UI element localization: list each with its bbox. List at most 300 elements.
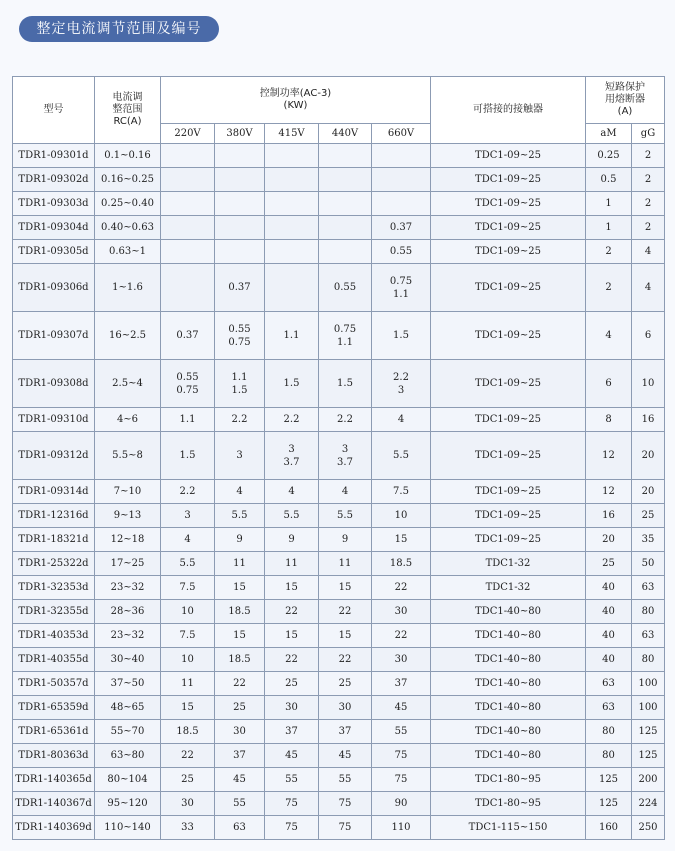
cell-p380 bbox=[215, 168, 265, 192]
header-am: aM bbox=[586, 124, 632, 144]
cell-p380 bbox=[215, 240, 265, 264]
cell-p660: 4 bbox=[372, 408, 431, 432]
cell-line: 0.75 bbox=[228, 336, 251, 348]
cell-range: 0.25~0.40 bbox=[95, 192, 161, 216]
cell-am: 1 bbox=[586, 192, 632, 216]
cell-gg: 200 bbox=[632, 768, 665, 792]
cell-gg: 4 bbox=[632, 264, 665, 312]
header-gg: gG bbox=[632, 124, 665, 144]
cell-p415: 37 bbox=[265, 720, 319, 744]
cell-contactor: TDC1-09~25 bbox=[431, 144, 586, 168]
cell-gg: 125 bbox=[632, 720, 665, 744]
cell-contactor: TDC1-09~25 bbox=[431, 408, 586, 432]
table-row bbox=[13, 144, 665, 168]
cell-contactor: TDC1-32 bbox=[431, 552, 586, 576]
cell-p380: 0.37 bbox=[215, 264, 265, 312]
cell-p415: 9 bbox=[265, 528, 319, 552]
cell-p440 bbox=[319, 168, 372, 192]
cell-p220 bbox=[161, 168, 215, 192]
cell-line: 3 bbox=[288, 443, 295, 455]
cell-gg: 50 bbox=[632, 552, 665, 576]
cell-range: 5.5~8 bbox=[95, 432, 161, 480]
cell-gg: 35 bbox=[632, 528, 665, 552]
cell-p440 bbox=[319, 144, 372, 168]
table-row bbox=[13, 528, 665, 552]
cell-gg: 16 bbox=[632, 408, 665, 432]
cell-am: 12 bbox=[586, 432, 632, 480]
cell-p220 bbox=[161, 360, 215, 408]
cell-model: TDR1-140367d bbox=[13, 792, 95, 816]
cell-p660: 0.55 bbox=[372, 240, 431, 264]
cell-p415: 5.5 bbox=[265, 504, 319, 528]
cell-range: 30~40 bbox=[95, 648, 161, 672]
cell-p220: 7.5 bbox=[161, 624, 215, 648]
cell-p440: 15 bbox=[319, 576, 372, 600]
cell-am: 6 bbox=[586, 360, 632, 408]
cell-range: 2.5~4 bbox=[95, 360, 161, 408]
cell-am: 1 bbox=[586, 216, 632, 240]
cell-gg: 63 bbox=[632, 576, 665, 600]
cell-range: 9~13 bbox=[95, 504, 161, 528]
cell-model: TDR1-09306d bbox=[13, 264, 95, 312]
table-row bbox=[13, 816, 665, 840]
cell-model: TDR1-09301d bbox=[13, 144, 95, 168]
cell-am: 20 bbox=[586, 528, 632, 552]
cell-range: 37~50 bbox=[95, 672, 161, 696]
cell-range: 1~1.6 bbox=[95, 264, 161, 312]
cell-p660 bbox=[372, 144, 431, 168]
cell-p660: 15 bbox=[372, 528, 431, 552]
cell-p440: 45 bbox=[319, 744, 372, 768]
cell-model: TDR1-25322d bbox=[13, 552, 95, 576]
cell-contactor: TDC1-09~25 bbox=[431, 528, 586, 552]
cell-p660 bbox=[372, 192, 431, 216]
cell-range: 95~120 bbox=[95, 792, 161, 816]
cell-contactor: TDC1-40~80 bbox=[431, 624, 586, 648]
cell-line: 2.2 bbox=[393, 371, 409, 383]
cell-am: 40 bbox=[586, 600, 632, 624]
cell-am: 125 bbox=[586, 768, 632, 792]
cell-range: 7~10 bbox=[95, 480, 161, 504]
cell-p380: 5.5 bbox=[215, 504, 265, 528]
cell-p415 bbox=[265, 144, 319, 168]
cell-contactor: TDC1-40~80 bbox=[431, 744, 586, 768]
cell-model: TDR1-09303d bbox=[13, 192, 95, 216]
cell-p415: 55 bbox=[265, 768, 319, 792]
cell-p660: 30 bbox=[372, 600, 431, 624]
cell-gg: 250 bbox=[632, 816, 665, 840]
cell-p440: 37 bbox=[319, 720, 372, 744]
header-power: 控制功率(AC-3) (KW) bbox=[161, 77, 431, 124]
cell-p415: 2.2 bbox=[265, 408, 319, 432]
cell-gg: 2 bbox=[632, 168, 665, 192]
cell-p440: 0.55 bbox=[319, 264, 372, 312]
table-row bbox=[13, 720, 665, 744]
cell-p220 bbox=[161, 264, 215, 312]
cell-p415: 45 bbox=[265, 744, 319, 768]
cell-am: 8 bbox=[586, 408, 632, 432]
cell-p415 bbox=[265, 192, 319, 216]
header-440v: 440V bbox=[319, 124, 372, 144]
cell-contactor: TDC1-80~95 bbox=[431, 792, 586, 816]
cell-range: 28~36 bbox=[95, 600, 161, 624]
cell-p415: 75 bbox=[265, 816, 319, 840]
cell-model: TDR1-09314d bbox=[13, 480, 95, 504]
cell-p660: 55 bbox=[372, 720, 431, 744]
cell-p660 bbox=[372, 168, 431, 192]
cell-contactor: TDC1-40~80 bbox=[431, 600, 586, 624]
cell-am: 40 bbox=[586, 576, 632, 600]
cell-model: TDR1-50357d bbox=[13, 672, 95, 696]
cell-p380: 4 bbox=[215, 480, 265, 504]
cell-contactor: TDC1-115~150 bbox=[431, 816, 586, 840]
cell-p380: 2.2 bbox=[215, 408, 265, 432]
cell-line: 3.7 bbox=[283, 456, 300, 468]
cell-p220: 1.5 bbox=[161, 432, 215, 480]
cell-line: 1.5 bbox=[231, 384, 248, 396]
cell-p415: 22 bbox=[265, 648, 319, 672]
cell-range: 12~18 bbox=[95, 528, 161, 552]
table-row bbox=[13, 648, 665, 672]
cell-p380: 18.5 bbox=[215, 600, 265, 624]
cell-p220: 11 bbox=[161, 672, 215, 696]
cell-contactor: TDC1-40~80 bbox=[431, 672, 586, 696]
cell-am: 80 bbox=[586, 720, 632, 744]
cell-am: 160 bbox=[586, 816, 632, 840]
table-row bbox=[13, 552, 665, 576]
cell-p380: 11 bbox=[215, 552, 265, 576]
header-415v: 415V bbox=[265, 124, 319, 144]
cell-p440: 55 bbox=[319, 768, 372, 792]
cell-gg: 224 bbox=[632, 792, 665, 816]
cell-gg: 6 bbox=[632, 312, 665, 360]
cell-contactor: TDC1-09~25 bbox=[431, 264, 586, 312]
table-row bbox=[13, 696, 665, 720]
cell-contactor: TDC1-09~25 bbox=[431, 432, 586, 480]
cell-p440 bbox=[319, 216, 372, 240]
cell-p220: 3 bbox=[161, 504, 215, 528]
table-row bbox=[13, 768, 665, 792]
cell-p660: 22 bbox=[372, 576, 431, 600]
cell-p440: 30 bbox=[319, 696, 372, 720]
cell-contactor: TDC1-09~25 bbox=[431, 240, 586, 264]
table-body bbox=[13, 144, 665, 840]
cell-contactor: TDC1-09~25 bbox=[431, 192, 586, 216]
cell-contactor: TDC1-09~25 bbox=[431, 312, 586, 360]
cell-p415 bbox=[265, 432, 319, 480]
cell-contactor: TDC1-40~80 bbox=[431, 696, 586, 720]
cell-p415: 30 bbox=[265, 696, 319, 720]
cell-p660 bbox=[372, 360, 431, 408]
cell-p380: 45 bbox=[215, 768, 265, 792]
cell-p440: 4 bbox=[319, 480, 372, 504]
table-row bbox=[13, 240, 665, 264]
cell-p220: 33 bbox=[161, 816, 215, 840]
cell-p660: 75 bbox=[372, 768, 431, 792]
cell-p220: 10 bbox=[161, 600, 215, 624]
cell-p415 bbox=[265, 240, 319, 264]
header-660v: 660V bbox=[372, 124, 431, 144]
cell-contactor: TDC1-09~25 bbox=[431, 360, 586, 408]
cell-p415: 4 bbox=[265, 480, 319, 504]
cell-p380: 30 bbox=[215, 720, 265, 744]
cell-am: 2 bbox=[586, 264, 632, 312]
cell-p380: 15 bbox=[215, 624, 265, 648]
cell-model: TDR1-32353d bbox=[13, 576, 95, 600]
cell-gg: 80 bbox=[632, 600, 665, 624]
cell-p660: 5.5 bbox=[372, 432, 431, 480]
cell-contactor: TDC1-40~80 bbox=[431, 720, 586, 744]
cell-line: 0.55 bbox=[228, 323, 251, 335]
cell-p380: 55 bbox=[215, 792, 265, 816]
cell-range: 55~70 bbox=[95, 720, 161, 744]
table-header bbox=[13, 77, 665, 144]
cell-p415: 15 bbox=[265, 624, 319, 648]
cell-p220: 10 bbox=[161, 648, 215, 672]
cell-range: 48~65 bbox=[95, 696, 161, 720]
cell-p415 bbox=[265, 264, 319, 312]
table-row bbox=[13, 576, 665, 600]
cell-model: TDR1-09308d bbox=[13, 360, 95, 408]
cell-p220: 18.5 bbox=[161, 720, 215, 744]
cell-p660: 10 bbox=[372, 504, 431, 528]
table-row bbox=[13, 216, 665, 240]
cell-model: TDR1-65361d bbox=[13, 720, 95, 744]
cell-p380: 25 bbox=[215, 696, 265, 720]
cell-p660: 1.5 bbox=[372, 312, 431, 360]
cell-model: TDR1-12316d bbox=[13, 504, 95, 528]
cell-gg: 63 bbox=[632, 624, 665, 648]
cell-am: 40 bbox=[586, 648, 632, 672]
cell-contactor: TDC1-09~25 bbox=[431, 168, 586, 192]
cell-model: TDR1-09304d bbox=[13, 216, 95, 240]
header-fuse: 短路保护 用熔断器 (A) bbox=[586, 77, 665, 124]
cell-gg: 2 bbox=[632, 192, 665, 216]
cell-model: TDR1-09310d bbox=[13, 408, 95, 432]
cell-gg: 20 bbox=[632, 432, 665, 480]
header-220v: 220V bbox=[161, 124, 215, 144]
cell-am: 125 bbox=[586, 792, 632, 816]
cell-range: 0.63~1 bbox=[95, 240, 161, 264]
cell-range: 4~6 bbox=[95, 408, 161, 432]
cell-p660: 90 bbox=[372, 792, 431, 816]
cell-contactor: TDC1-09~25 bbox=[431, 216, 586, 240]
cell-p415: 25 bbox=[265, 672, 319, 696]
cell-model: TDR1-09307d bbox=[13, 312, 95, 360]
table-row bbox=[13, 312, 665, 360]
cell-p380: 9 bbox=[215, 528, 265, 552]
cell-p220: 25 bbox=[161, 768, 215, 792]
spec-table bbox=[12, 76, 665, 840]
cell-line: 3 bbox=[341, 443, 349, 455]
cell-p220 bbox=[161, 144, 215, 168]
cell-range: 16~2.5 bbox=[95, 312, 161, 360]
cell-model: TDR1-09305d bbox=[13, 240, 95, 264]
cell-range: 23~32 bbox=[95, 576, 161, 600]
cell-gg: 2 bbox=[632, 144, 665, 168]
cell-p220: 2.2 bbox=[161, 480, 215, 504]
cell-p440: 15 bbox=[319, 624, 372, 648]
cell-p380 bbox=[215, 192, 265, 216]
cell-model: TDR1-80363d bbox=[13, 744, 95, 768]
cell-range: 0.1~0.16 bbox=[95, 144, 161, 168]
cell-p440: 22 bbox=[319, 648, 372, 672]
cell-model: TDR1-32355d bbox=[13, 600, 95, 624]
table-row bbox=[13, 600, 665, 624]
cell-line: 3 bbox=[397, 384, 405, 396]
cell-model: TDR1-09312d bbox=[13, 432, 95, 480]
cell-contactor: TDC1-09~25 bbox=[431, 504, 586, 528]
cell-gg: 125 bbox=[632, 744, 665, 768]
table-row bbox=[13, 744, 665, 768]
cell-p660: 0.37 bbox=[372, 216, 431, 240]
cell-model: TDR1-140369d bbox=[13, 816, 95, 840]
cell-am: 25 bbox=[586, 552, 632, 576]
cell-p440: 75 bbox=[319, 816, 372, 840]
cell-line: 3.7 bbox=[337, 456, 353, 468]
cell-am: 0.5 bbox=[586, 168, 632, 192]
cell-am: 80 bbox=[586, 744, 632, 768]
cell-am: 40 bbox=[586, 624, 632, 648]
cell-p440: 75 bbox=[319, 792, 372, 816]
cell-p380 bbox=[215, 216, 265, 240]
cell-am: 2 bbox=[586, 240, 632, 264]
cell-p415: 1.1 bbox=[265, 312, 319, 360]
cell-p220: 30 bbox=[161, 792, 215, 816]
cell-gg: 2 bbox=[632, 216, 665, 240]
cell-p415 bbox=[265, 168, 319, 192]
cell-p440: 25 bbox=[319, 672, 372, 696]
cell-p660: 75 bbox=[372, 744, 431, 768]
cell-p220 bbox=[161, 192, 215, 216]
header-contactor: 可搭接的接触器 bbox=[431, 77, 586, 144]
cell-model: TDR1-65359d bbox=[13, 696, 95, 720]
cell-p380: 37 bbox=[215, 744, 265, 768]
cell-model: TDR1-140365d bbox=[13, 768, 95, 792]
cell-p415: 11 bbox=[265, 552, 319, 576]
cell-p440: 22 bbox=[319, 600, 372, 624]
cell-p380 bbox=[215, 144, 265, 168]
cell-p415: 75 bbox=[265, 792, 319, 816]
cell-p380: 63 bbox=[215, 816, 265, 840]
cell-range: 63~80 bbox=[95, 744, 161, 768]
cell-p220: 5.5 bbox=[161, 552, 215, 576]
cell-p220: 0.37 bbox=[161, 312, 215, 360]
cell-p220: 1.1 bbox=[161, 408, 215, 432]
cell-gg: 80 bbox=[632, 648, 665, 672]
cell-line: 0.75 bbox=[333, 323, 357, 335]
table-row bbox=[13, 432, 665, 480]
cell-am: 0.25 bbox=[586, 144, 632, 168]
cell-p380 bbox=[215, 312, 265, 360]
table-row bbox=[13, 672, 665, 696]
cell-am: 63 bbox=[586, 672, 632, 696]
table-row bbox=[13, 168, 665, 192]
cell-gg: 100 bbox=[632, 696, 665, 720]
cell-line: 1.1 bbox=[393, 288, 409, 300]
cell-model: TDR1-40353d bbox=[13, 624, 95, 648]
table-row bbox=[13, 408, 665, 432]
cell-p440: 11 bbox=[319, 552, 372, 576]
cell-p440 bbox=[319, 192, 372, 216]
cell-p440 bbox=[319, 432, 372, 480]
cell-p415 bbox=[265, 216, 319, 240]
cell-p415: 1.5 bbox=[265, 360, 319, 408]
cell-p380: 22 bbox=[215, 672, 265, 696]
cell-p660: 30 bbox=[372, 648, 431, 672]
cell-contactor: TDC1-80~95 bbox=[431, 768, 586, 792]
cell-am: 4 bbox=[586, 312, 632, 360]
cell-p220: 7.5 bbox=[161, 576, 215, 600]
cell-range: 23~32 bbox=[95, 624, 161, 648]
table-row bbox=[13, 360, 665, 408]
table-row bbox=[13, 480, 665, 504]
section-title: 整定电流调节范围及编号 bbox=[19, 16, 219, 42]
cell-gg: 10 bbox=[632, 360, 665, 408]
cell-p440: 5.5 bbox=[319, 504, 372, 528]
header-model: 型号 bbox=[13, 77, 95, 144]
table-row bbox=[13, 192, 665, 216]
cell-p220 bbox=[161, 240, 215, 264]
cell-p380: 18.5 bbox=[215, 648, 265, 672]
cell-contactor: TDC1-09~25 bbox=[431, 480, 586, 504]
cell-model: TDR1-18321d bbox=[13, 528, 95, 552]
cell-p415: 15 bbox=[265, 576, 319, 600]
cell-gg: 100 bbox=[632, 672, 665, 696]
cell-p380 bbox=[215, 360, 265, 408]
header-380v: 380V bbox=[215, 124, 265, 144]
cell-line: 0.75 bbox=[176, 384, 199, 396]
cell-line: 0.55 bbox=[176, 371, 199, 383]
table-row bbox=[13, 264, 665, 312]
table-row bbox=[13, 504, 665, 528]
cell-line: 1.1 bbox=[337, 336, 353, 348]
cell-p440: 1.5 bbox=[319, 360, 372, 408]
cell-am: 63 bbox=[586, 696, 632, 720]
cell-gg: 4 bbox=[632, 240, 665, 264]
cell-am: 12 bbox=[586, 480, 632, 504]
cell-range: 17~25 bbox=[95, 552, 161, 576]
cell-p660: 45 bbox=[372, 696, 431, 720]
cell-p440: 2.2 bbox=[319, 408, 372, 432]
cell-p660: 22 bbox=[372, 624, 431, 648]
table-row bbox=[13, 624, 665, 648]
cell-line: 1.1 bbox=[231, 371, 248, 383]
cell-p660: 37 bbox=[372, 672, 431, 696]
cell-p440 bbox=[319, 240, 372, 264]
header-range: 电流调 整范围 RC(A) bbox=[95, 77, 161, 144]
cell-p380: 15 bbox=[215, 576, 265, 600]
cell-range: 110~140 bbox=[95, 816, 161, 840]
cell-model: TDR1-40355d bbox=[13, 648, 95, 672]
cell-contactor: TDC1-40~80 bbox=[431, 648, 586, 672]
cell-line: 0.75 bbox=[389, 275, 413, 287]
cell-p660: 7.5 bbox=[372, 480, 431, 504]
cell-p220: 22 bbox=[161, 744, 215, 768]
table-row bbox=[13, 792, 665, 816]
cell-gg: 25 bbox=[632, 504, 665, 528]
cell-p660: 18.5 bbox=[372, 552, 431, 576]
cell-p380: 3 bbox=[215, 432, 265, 480]
cell-p660 bbox=[372, 264, 431, 312]
cell-range: 0.16~0.25 bbox=[95, 168, 161, 192]
cell-p220 bbox=[161, 216, 215, 240]
cell-am: 16 bbox=[586, 504, 632, 528]
cell-p220: 15 bbox=[161, 696, 215, 720]
cell-p440: 9 bbox=[319, 528, 372, 552]
cell-gg: 20 bbox=[632, 480, 665, 504]
cell-p220: 4 bbox=[161, 528, 215, 552]
